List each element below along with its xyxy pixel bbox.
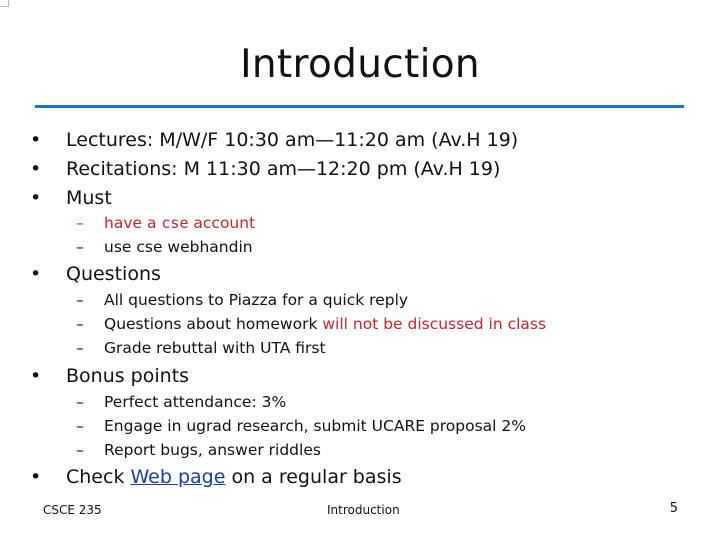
bullet-lectures-text: Lectures: M/W/F 10:30 am—11:20 am (Av.H 19) xyxy=(66,129,519,151)
bullet-recitations xyxy=(30,157,500,181)
sub-bullet-attendance xyxy=(76,392,286,412)
bullet-must-text: Must xyxy=(66,187,112,209)
bullet-check-web-page xyxy=(30,465,402,489)
sub-bullet-bugs xyxy=(76,440,321,460)
dash-glyph: – xyxy=(76,417,84,435)
sub-bullet-text: Engage in ugrad research, submit UCARE proposal 2% xyxy=(104,417,527,435)
footer-title: Introduction xyxy=(327,503,400,517)
code-text: cse xyxy=(161,214,189,232)
sub-bullet-cse-account xyxy=(76,213,255,233)
bullet-glyph: • xyxy=(30,158,42,180)
bullet-glyph: • xyxy=(30,365,42,387)
sub-bullet-text: Grade rebuttal with UTA first xyxy=(104,339,326,357)
title-underline-rule xyxy=(35,105,684,108)
bullet-check-text: on a regular basis xyxy=(225,466,402,488)
bullet-questions xyxy=(30,262,161,286)
sub-bullet-research xyxy=(76,416,526,436)
dash-glyph: – xyxy=(76,339,84,357)
bullet-glyph: • xyxy=(30,187,42,209)
sub-bullet-text: Report bugs, answer riddles xyxy=(104,441,321,459)
dash-glyph: – xyxy=(76,441,84,459)
bullet-bonus xyxy=(30,364,189,388)
warning-text: will not be discussed in class xyxy=(322,315,547,333)
sub-bullet-rebuttal xyxy=(76,338,326,358)
sub-bullet-text: Questions about homework xyxy=(104,315,323,333)
dash-glyph: – xyxy=(76,238,84,256)
bullet-questions-text: Questions xyxy=(66,263,161,285)
sub-bullet-text: Perfect attendance: 3% xyxy=(104,393,287,411)
bullet-lectures xyxy=(30,128,518,152)
bullet-recitations-text: Recitations: M 11:30 am—12:20 pm (Av.H 19) xyxy=(66,158,501,180)
dash-glyph: – xyxy=(76,315,84,333)
sub-bullet-text: All questions to Piazza for a quick reply xyxy=(104,291,409,309)
dash-glyph: – xyxy=(76,291,84,309)
web-page-link[interactable]: Web page xyxy=(130,466,226,488)
slide-title: Introduction xyxy=(240,42,480,87)
bullet-glyph: • xyxy=(30,263,42,285)
sub-bullet-webhandin xyxy=(76,237,253,257)
bullet-bonus-text: Bonus points xyxy=(66,365,190,387)
sub-bullet-text: account xyxy=(188,214,256,232)
bullet-glyph: • xyxy=(30,129,42,151)
bullet-check-text: Check xyxy=(66,466,131,488)
sub-bullet-text: have a xyxy=(104,214,162,232)
bullet-must xyxy=(30,186,112,210)
sub-bullet-homework xyxy=(76,314,546,334)
page-number: 5 xyxy=(669,501,678,516)
sub-bullet-piazza xyxy=(76,290,408,310)
dash-glyph: – xyxy=(76,393,84,411)
slide-corner-mark xyxy=(0,0,9,7)
dash-glyph: – xyxy=(76,214,84,232)
footer-course: CSCE 235 xyxy=(43,503,102,517)
sub-bullet-text: use cse webhandin xyxy=(104,238,253,256)
bullet-glyph: • xyxy=(30,466,42,488)
